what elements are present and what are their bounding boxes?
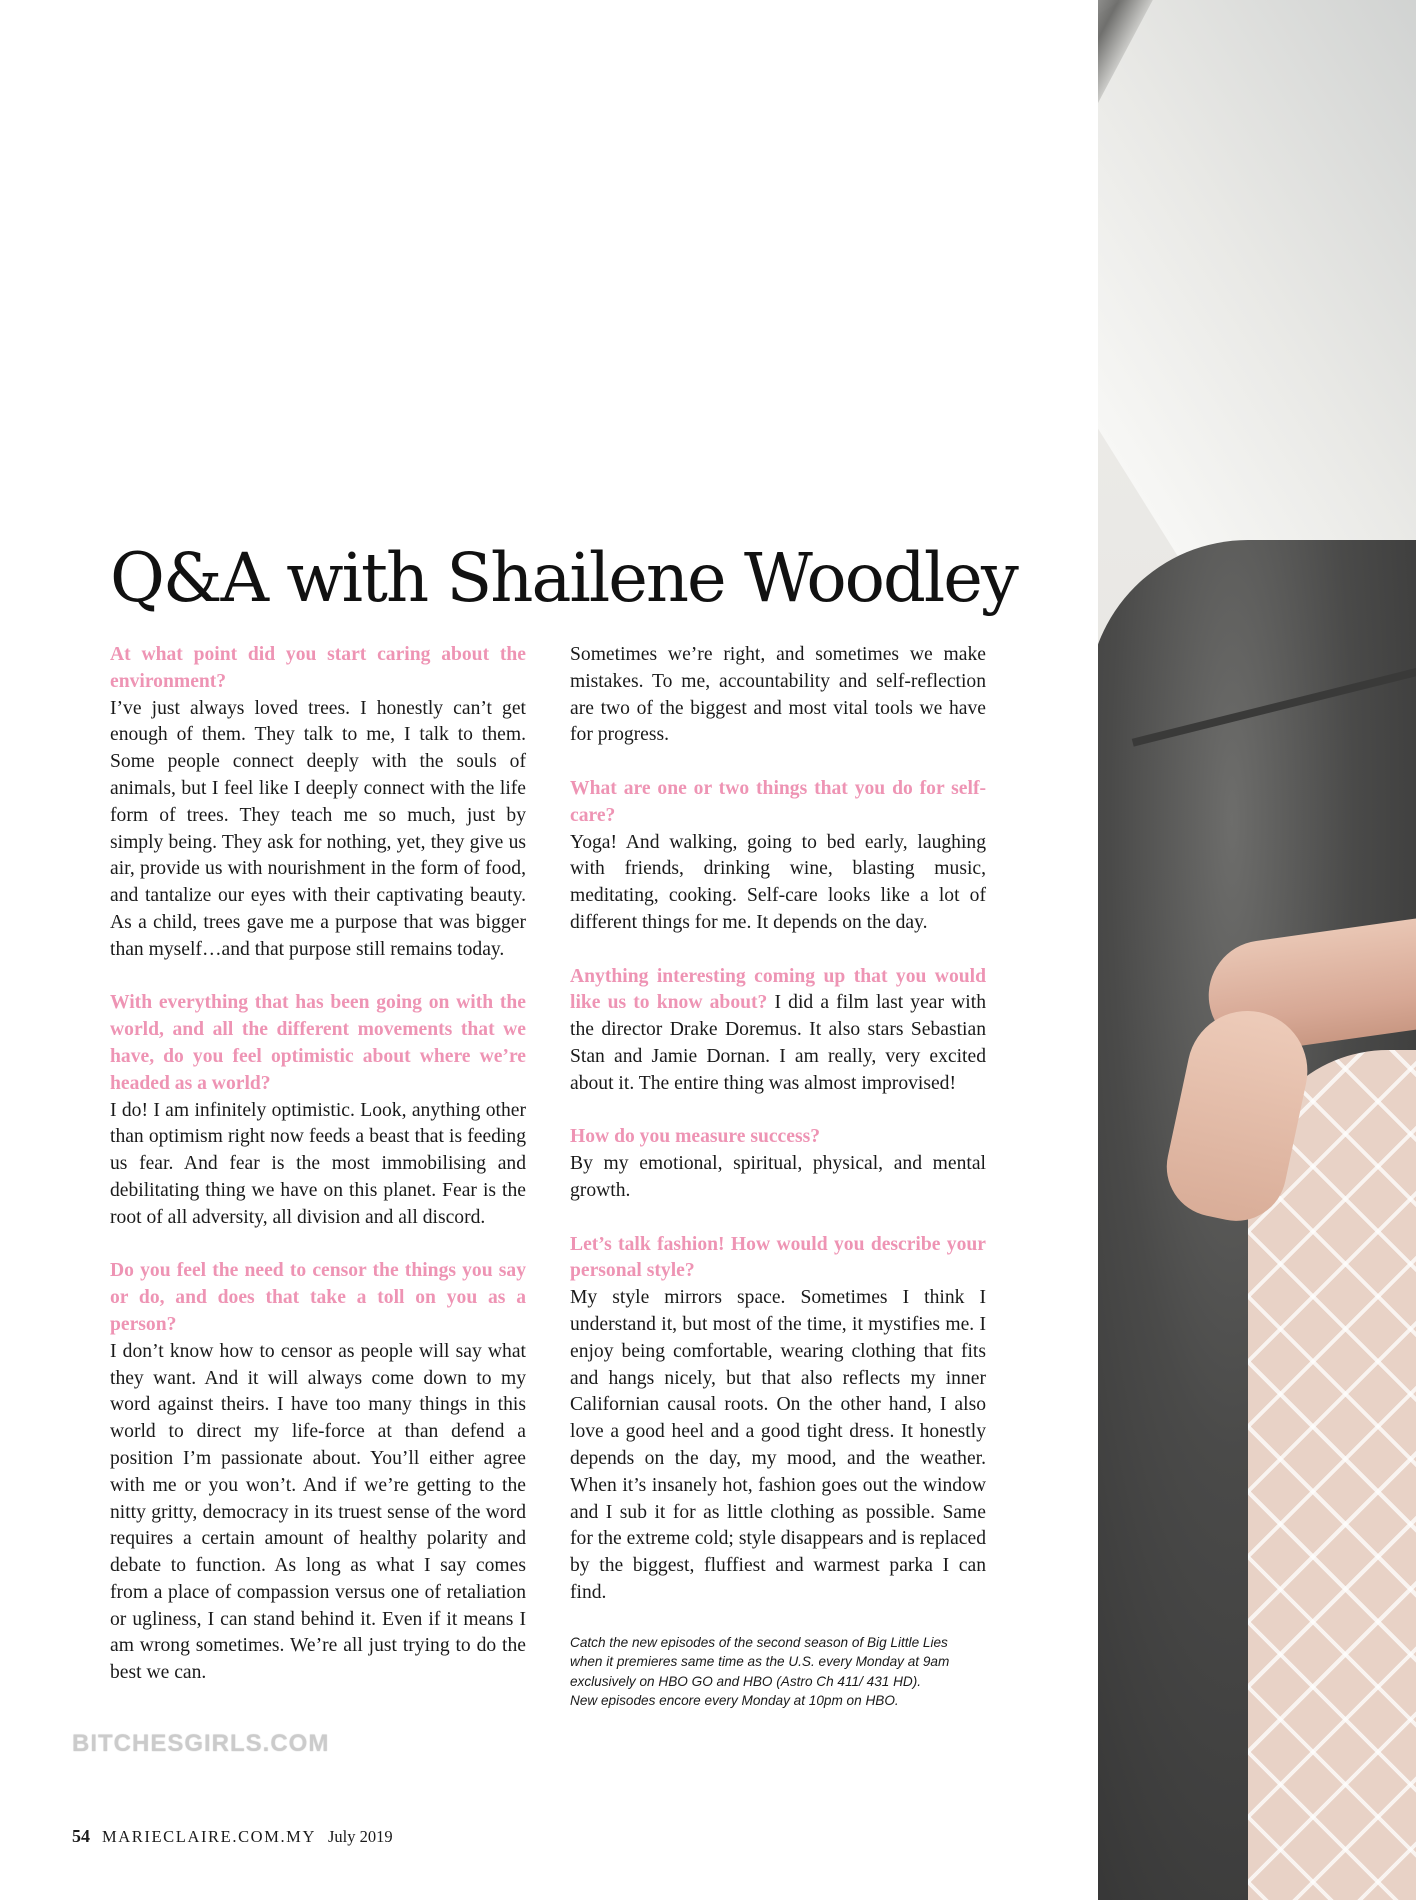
qa-block [110,642,526,964]
qa-block [110,1258,526,1687]
footer-date: July 2019 [327,1827,393,1846]
answer: Yoga! And walking, going to bed early, laughing with friends, drinking wine, blasting music, meditating, cooking. Self-care looks like a lot of different things for me. It depends on the day. [570,831,986,933]
caption-line: Catch the new episodes of the second season of Big Little Lies [570,1634,948,1650]
answer-continuation: Sometimes we’re right, and sometimes we make mistakes. To me, accountability and self-reflection are two of the biggest and most vital tools we have for progress. [570,644,986,746]
qa-block [570,776,986,937]
footer-site: MARIECLAIRE.COM.MY [102,1827,316,1846]
question: Do you feel the need to censor the things you say or do, and does that take a toll on you as a person? [110,1260,526,1335]
page-footer [72,1826,393,1847]
left-column [110,642,526,1714]
page-number: 54 [72,1826,90,1846]
answer: My style mirrors space. Sometimes I think I understand it, but most of the time, it mystifies me. I enjoy being comfortable, wearing clothing that fits and hangs nicely, but that also reflects my inner Californian causal roots. On the other hand, I also love a good heel and a good tight dress. It honestly depends on the day, my mood, and the weather. When it’s insanely hot, fashion goes out the window and I sub it for as little clothing as possible. Same for the extreme cold; style disappears and is replaced by the biggest, fluffiest and warmest parka I can find. [570,1287,986,1603]
qa-block [570,964,986,1098]
question: With everything that has been going on with the world, and all the different movements that we have, do you feel optimistic about where we’re headed as a world? [110,992,526,1094]
qa-block [570,1232,986,1607]
caption-line: when it premieres same time as the U.S. every Monday at 9am [570,1654,950,1670]
answer: I don’t know how to censor as people will say what they want. And it will always come down to my word against theirs. I have too many things in this world to direct my life-force at than defend a position I’m passionate about. You’ll either agree with me or you won’t. And if we’re getting to the nitty gritty, democracy in its truest sense of the word requires a certain amount of healthy polarity and debate to function. As long as what I say comes from a place of compassion versus one of retaliation or ugliness, I can stand behind it. Even if it means I am wrong sometimes. We’re all just trying to do the best we can. [110,1340,526,1684]
qa-block [110,990,526,1231]
watermark: BITCHESGIRLS.COM [72,1730,330,1757]
qa-block [570,1124,986,1204]
answer: I did a film last year with the director Drake Doremus. It also stars Sebastian Stan and Jamie Dornan. I am really, very excited about it. The entire thing was almost improvised! [570,992,986,1094]
answer: I do! I am infinitely optimistic. Look, anything other than optimism right now feeds a beast that is feeding us fear. And fear is the most immobilising and debilitating thing we have on this planet. Fear is the root of all adversity, all division and all discord. [110,1099,526,1228]
article-headline: Q&A with Shailene Woodley [110,539,1017,617]
answer: I’ve just always loved trees. I honestly can’t get enough of them. They talk to me, I talk to them. Some people connect deeply with the souls of animals, but I feel like I deeply connect with the life form of trees. They teach me so much, just by simply being. They ask for nothing, yet, they give us air, provide us with nourishment in the form of food, and tantalize our eyes with their captivating beauty. As a child, trees gave me a purpose that was bigger than myself…and that purpose still remains today. [110,697,526,960]
broadcast-caption [570,1633,986,1711]
answer: By my emotional, spiritual, physical, and mental growth. [570,1153,986,1201]
question: Anything interesting coming up that you would like us to know about? [570,965,986,1014]
cover-photo [1098,0,1416,1900]
question: At what point did you start caring about the environment? [110,644,526,692]
question: What are one or two things that you do for self-care? [570,777,986,826]
caption-line: exclusively on HBO GO and HBO (Astro Ch 411/ 431 HD). [570,1673,922,1689]
question: Let’s talk fashion! How would you describe your personal style? [570,1233,986,1282]
right-column [570,642,986,1711]
caption-line: New episodes encore every Monday at 10pm on HBO. [570,1693,899,1709]
question: How do you measure success? [570,1126,821,1148]
